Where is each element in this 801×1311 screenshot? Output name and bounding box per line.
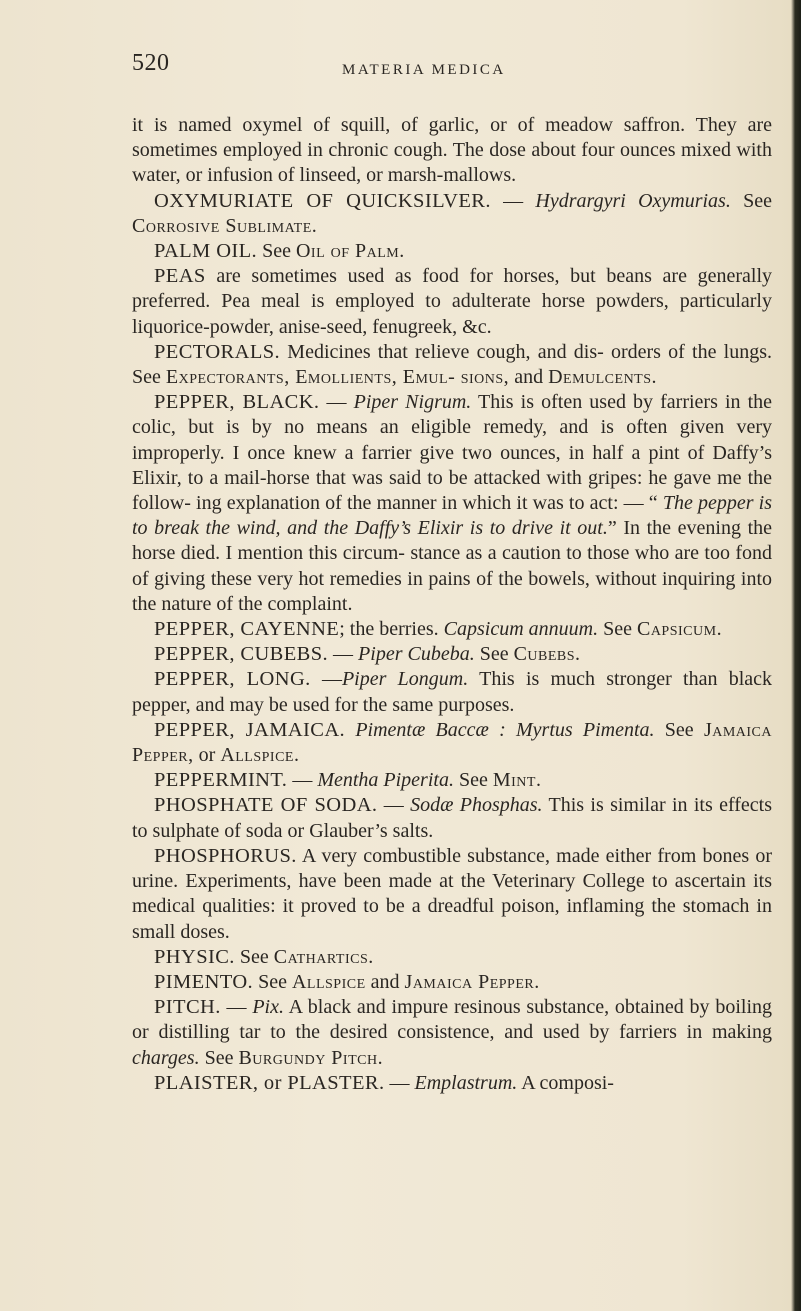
latin-name: Capsicum annuum.	[443, 618, 599, 641]
dictionary-entry	[132, 768, 772, 793]
headword: PEPPERMINT.	[154, 769, 288, 792]
dictionary-entry	[132, 945, 772, 970]
dictionary-entry	[132, 667, 772, 717]
headword: PHOSPHATE OF SODA.	[154, 794, 378, 817]
cross-reference: Oil of Palm.	[295, 240, 405, 263]
dictionary-entry	[132, 642, 772, 667]
running-head: MATERIA MEDICA	[342, 62, 506, 78]
latin-name: Pimentæ Baccæ : Myrtus Pimenta.	[355, 718, 655, 741]
dictionary-entry	[132, 340, 772, 390]
entry-text: —	[384, 1071, 415, 1094]
dictionary-entry	[132, 264, 772, 340]
page-edge-shadow	[791, 0, 801, 1311]
headword: PECTORALS.	[154, 340, 281, 363]
entry-text: This is much stronger than black pepper, and may be used for the same purposes.	[132, 668, 773, 716]
dictionary-entry	[132, 718, 772, 768]
entry-text: and	[509, 366, 549, 389]
latin-name: Mentha Piperita.	[317, 769, 454, 792]
entry-text	[345, 719, 355, 741]
dictionary-entry	[132, 390, 772, 617]
headword: PHYSIC.	[154, 945, 235, 968]
cross-reference: Mint.	[492, 769, 542, 792]
cross-reference: Jamaica Pepper,	[132, 718, 772, 767]
entry-text: See	[257, 240, 296, 263]
headword: PIMENTO.	[154, 970, 254, 993]
entry-text: —	[319, 391, 354, 414]
latin-name: Piper Nigrum.	[353, 391, 472, 414]
cross-reference: Allspice	[291, 970, 366, 993]
cross-reference: Cubebs.	[513, 643, 581, 666]
cross-reference: Allspice.	[220, 744, 300, 767]
entry-text: See	[199, 1046, 239, 1069]
cross-reference: Demulcents.	[548, 366, 658, 389]
cross-reference: Burgundy Pitch.	[238, 1046, 384, 1069]
cross-reference: Capsicum.	[636, 618, 723, 641]
headword: PALM OIL.	[154, 240, 258, 263]
dictionary-entry	[132, 995, 772, 1071]
entry-text: A composi-	[517, 1071, 614, 1094]
entry-text: are sometimes used as food for horses, but beans are generally preferred. Pea meal is employed to adulterate horse powders, particularly liquorice-powder, anise-seed, fenugreek, &c.	[132, 265, 772, 338]
entry-text: it is named oxymel of squill, of garlic, or of meadow saffron. They are sometimes employed in chronic cough. The dose about four ounces mixed with water, or infusion of linseed, or marsh-mallows.	[132, 114, 772, 187]
headword: PLAISTER, or PLASTER.	[154, 1071, 385, 1094]
dictionary-entries	[132, 113, 772, 1096]
entry-text: Medicines that relieve cough, and dis- orders of the lungs. See	[132, 340, 772, 389]
entry-text: or	[193, 744, 221, 767]
dictionary-entry	[132, 239, 772, 264]
dictionary-entry	[132, 844, 772, 945]
entry-text: —	[287, 769, 318, 792]
entry-text: See	[474, 643, 514, 666]
page-header	[132, 50, 772, 82]
entry-text: This is often used by farriers in the colic, but is by no means an eligible remedy, and is often given very improperly. I once knew a farrier give two ounces, in half a pint of Daffy’s Elixir, to a mail-horse that was said to be attacked with gripes: he gave me the follow- ing explanation of the manner in which it was to act: — “	[132, 391, 773, 515]
entry-text: ” In the evening the horse died. I mention this circum- stance as a caution to those who are too fond of giving these very hot remedies in pains of the bowels, without inquiring into the nature of the complaint.	[132, 517, 773, 615]
entry-text: —	[310, 668, 342, 691]
latin-name: Emplastrum.	[414, 1071, 518, 1094]
entry-text: See	[453, 769, 493, 792]
dictionary-entry	[132, 970, 772, 995]
continuation-paragraph	[132, 113, 772, 189]
entry-text: ; the berries.	[339, 618, 444, 641]
latin-name: Hydrargyri Oxymurias.	[535, 189, 731, 212]
headword: PEPPER, LONG.	[154, 668, 311, 691]
dictionary-entry	[132, 1071, 772, 1096]
headword: PEPPER, JAMAICA.	[154, 718, 346, 741]
latin-name: Piper Longum.	[341, 668, 469, 691]
dictionary-entry	[132, 617, 772, 642]
entry-text: This is similar in its effects to sulphate of soda or Glauber’s salts.	[132, 794, 772, 842]
entry-text: See	[598, 618, 637, 641]
latin-name: Piper Cubeba.	[358, 643, 475, 666]
headword: PHOSPHORUS.	[154, 844, 297, 867]
entry-text: A black and impure resinous substance, obtained by boiling or distilling tar to the desired consistence, and used by farriers in making	[132, 996, 773, 1044]
dictionary-entry	[132, 189, 772, 239]
entry-text: See	[654, 718, 704, 741]
headword: PEPPER, CAYENNE	[154, 618, 340, 641]
cross-reference: Corrosive Sublimate.	[132, 214, 318, 237]
entry-text: See	[253, 970, 292, 993]
headword: PEPPER, BLACK.	[154, 391, 320, 414]
cross-reference: Jamaica Pepper.	[404, 970, 540, 993]
headword: PEPPER, CUBEBS.	[154, 643, 329, 666]
entry-text: —	[328, 643, 359, 666]
entry-text: A very combustible substance, made either from bones or urine. Experiments, have been made at the Veterinary College to ascertain its medical qualities: it proved to be a dreadful poison, inflaming the stomach in small doses.	[132, 844, 772, 943]
entry-text: —	[377, 794, 411, 817]
entry-text: See	[234, 945, 274, 968]
headword: OXYMURIATE OF QUICKSILVER.	[154, 189, 491, 212]
page-number: 520	[132, 50, 170, 76]
entry-text: See	[730, 189, 772, 212]
cross-reference: Expectorants, Emollients, Emul- sions,	[165, 366, 510, 389]
latin-name: The pepper is to break the wind, and the Daffy’s Elixir is to drive it out.	[132, 492, 772, 540]
entry-text: —	[490, 189, 536, 212]
entry-text: —	[220, 996, 253, 1019]
latin-name: charges.	[132, 1046, 200, 1069]
latin-name: Pix.	[252, 996, 284, 1019]
headword: PEAS	[154, 265, 206, 288]
entry-text: and	[365, 970, 405, 993]
headword: PITCH.	[154, 996, 221, 1019]
cross-reference: Cathartics.	[273, 945, 374, 968]
dictionary-entry	[132, 793, 772, 843]
latin-name: Sodæ Phosphas.	[410, 794, 543, 817]
